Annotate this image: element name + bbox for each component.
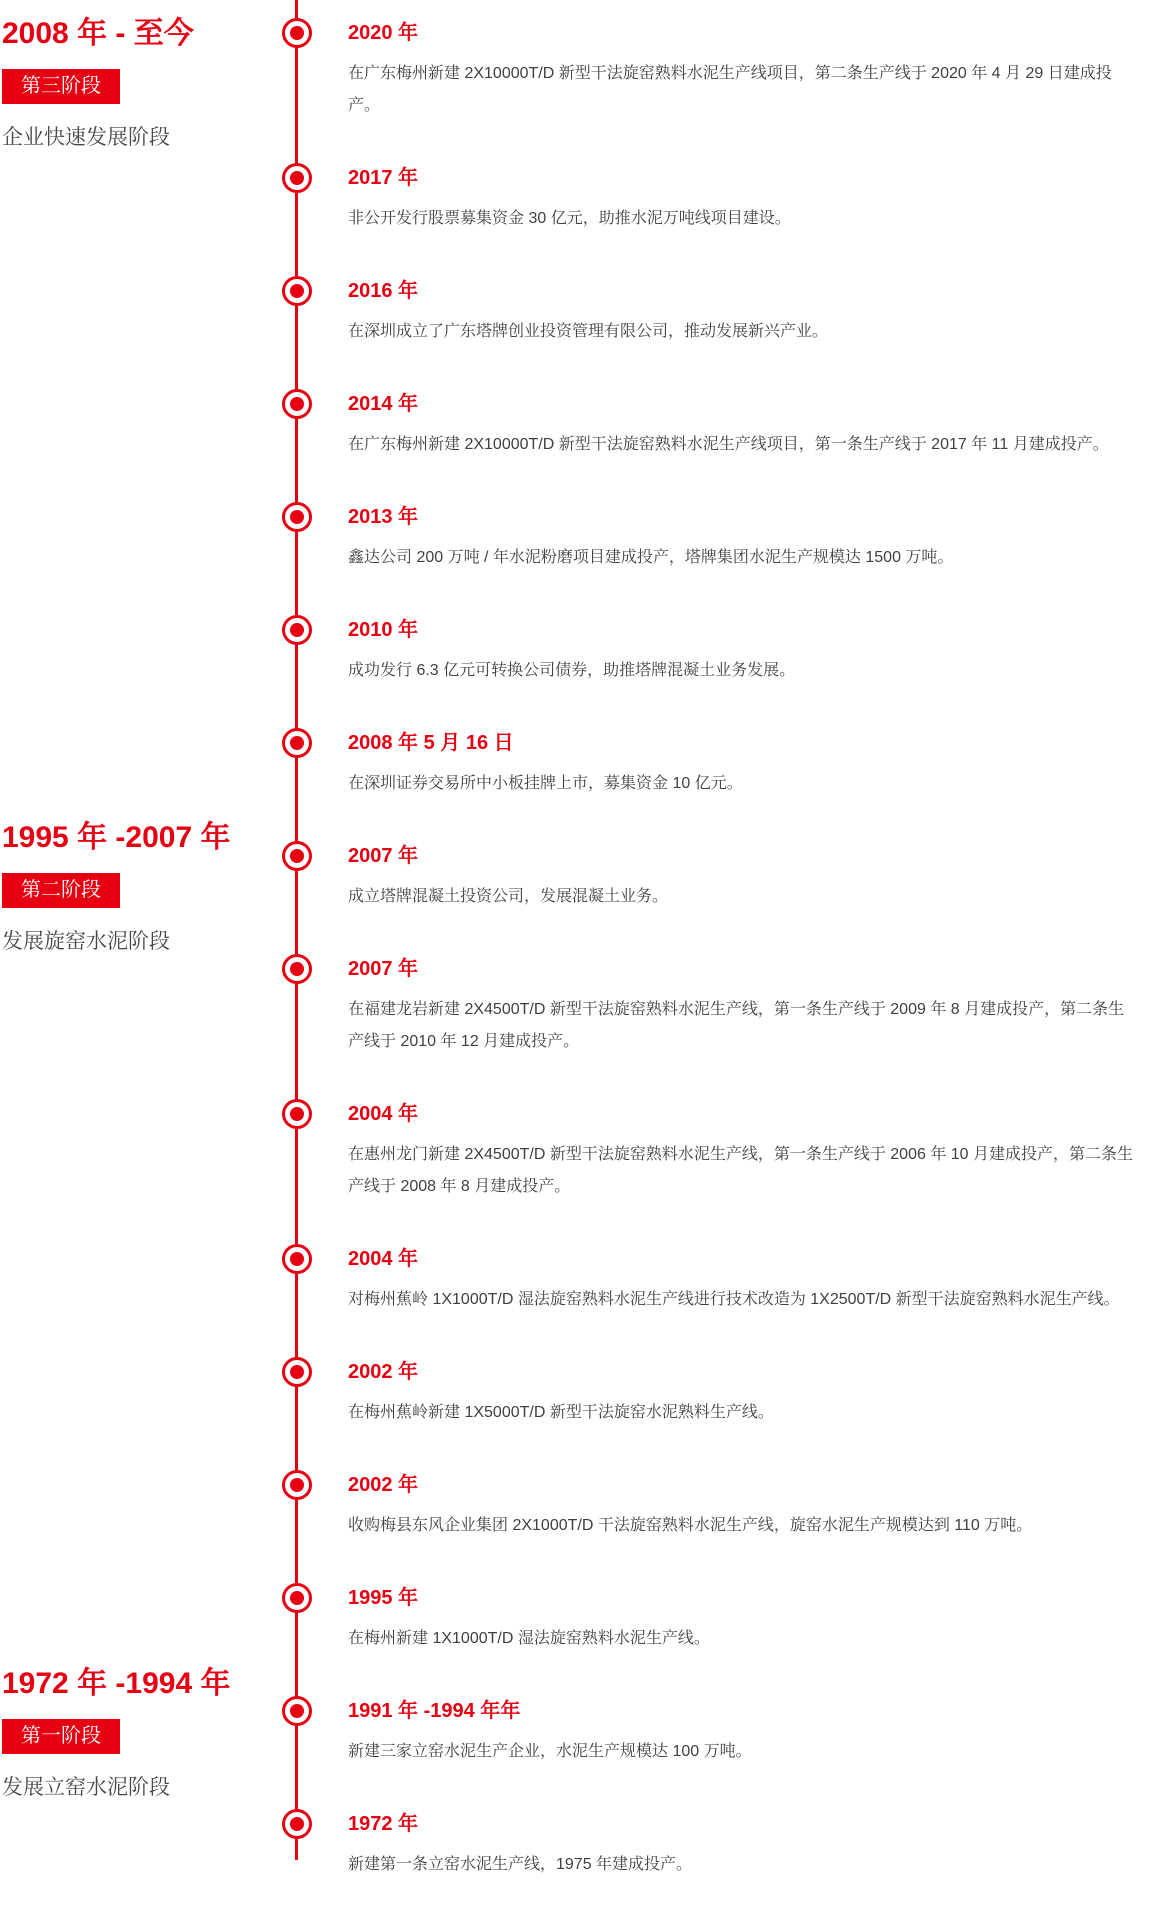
event-description: 在广东梅州新建 2X10000T/D 新型干法旋窑熟料水泥生产线项目，第一条生产线于 2017 年 11 月建成投产。 bbox=[348, 436, 1109, 453]
timeline-dot-core-icon bbox=[290, 1817, 304, 1831]
timeline-dot-icon bbox=[282, 1696, 312, 1726]
event-year: 2007 年 bbox=[348, 845, 419, 867]
event-year: 1972 年 bbox=[348, 1813, 419, 1835]
timeline-dot-icon bbox=[282, 841, 312, 871]
event-description: 新建三家立窑水泥生产企业，水泥生产规模达 100 万吨。 bbox=[348, 1743, 752, 1760]
timeline-dot-icon bbox=[282, 1809, 312, 1839]
timeline-event bbox=[348, 1472, 1138, 1542]
event-description: 成立塔牌混凝土投资公司，发展混凝土业务。 bbox=[348, 888, 669, 905]
timeline-dot-icon bbox=[282, 276, 312, 306]
timeline-event bbox=[348, 278, 1138, 348]
timeline-event bbox=[348, 956, 1138, 1058]
timeline-dot-core-icon bbox=[290, 26, 304, 40]
event-year: 2013 年 bbox=[348, 506, 419, 528]
timeline-dot-icon bbox=[282, 615, 312, 645]
timeline-event bbox=[348, 1698, 1138, 1768]
timeline-dot-icon bbox=[282, 163, 312, 193]
timeline-event bbox=[348, 1811, 1138, 1881]
event-description: 鑫达公司 200 万吨 / 年水泥粉磨项目建成投产，塔牌集团水泥生产规模达 1500 万吨。 bbox=[348, 549, 954, 566]
event-description: 在深圳成立了广东塔牌创业投资管理有限公司，推动发展新兴产业。 bbox=[348, 323, 829, 340]
stage-block-second bbox=[2, 820, 282, 956]
event-year: 2010 年 bbox=[348, 619, 419, 641]
timeline-dot-icon bbox=[282, 18, 312, 48]
stage-block-first bbox=[2, 1666, 282, 1802]
timeline-dot-icon bbox=[282, 1583, 312, 1613]
event-year: 2002 年 bbox=[348, 1361, 419, 1383]
event-description: 成功发行 6.3 亿元可转换公司债券，助推塔牌混凝土业务发展。 bbox=[348, 662, 796, 679]
event-year: 2020 年 bbox=[348, 22, 419, 44]
timeline-event bbox=[348, 1585, 1138, 1655]
event-year: 2008 年 5 月 16 日 bbox=[348, 732, 514, 754]
timeline-dot-core-icon bbox=[290, 1252, 304, 1266]
timeline-dot-icon bbox=[282, 1357, 312, 1387]
event-description: 对梅州蕉岭 1X1000T/D 湿法旋窑熟料水泥生产线进行技术改造为 1X2500T/D 新型干法旋窑熟料水泥生产线。 bbox=[348, 1291, 1120, 1308]
stage-range: 1972 年 -1994 年 bbox=[2, 1667, 231, 1700]
event-description: 在广东梅州新建 2X10000T/D 新型干法旋窑熟料水泥生产线项目，第二条生产线于 2020 年 4 月 29 日建成投产。 bbox=[348, 65, 1112, 114]
timeline-dot-icon bbox=[282, 1244, 312, 1274]
event-description: 在梅州新建 1X1000T/D 湿法旋窑熟料水泥生产线。 bbox=[348, 1630, 710, 1647]
timeline-dot-icon bbox=[282, 728, 312, 758]
timeline-event bbox=[348, 20, 1138, 122]
stage-badge: 第一阶段 bbox=[2, 1719, 120, 1754]
timeline-dot-core-icon bbox=[290, 397, 304, 411]
event-year: 1991 年 -1994 年年 bbox=[348, 1700, 521, 1722]
event-year: 2004 年 bbox=[348, 1103, 419, 1125]
timeline-dot-core-icon bbox=[290, 510, 304, 524]
timeline-dot-core-icon bbox=[290, 1591, 304, 1605]
stage-description: 企业快速发展阶段 bbox=[2, 126, 170, 149]
event-description: 非公开发行股票募集资金 30 亿元，助推水泥万吨线项目建设。 bbox=[348, 210, 791, 227]
timeline-event bbox=[348, 730, 1138, 800]
stage-badge: 第三阶段 bbox=[2, 69, 120, 104]
timeline-dot-core-icon bbox=[290, 849, 304, 863]
event-year: 2007 年 bbox=[348, 958, 419, 980]
timeline-dot-icon bbox=[282, 389, 312, 419]
timeline-event bbox=[348, 504, 1138, 574]
timeline-event bbox=[348, 843, 1138, 913]
timeline-event bbox=[348, 1101, 1138, 1203]
event-description: 在惠州龙门新建 2X4500T/D 新型干法旋窑熟料水泥生产线，第一条生产线于 2006 年 10 月建成投产，第二条生产线于 2008 年 8 月建成投产。 bbox=[348, 1146, 1134, 1195]
event-year: 2017 年 bbox=[348, 167, 419, 189]
timeline-dot-core-icon bbox=[290, 1478, 304, 1492]
event-description: 收购梅县东风企业集团 2X1000T/D 干法旋窑熟料水泥生产线，旋窑水泥生产规模达到 110 万吨。 bbox=[348, 1517, 1033, 1534]
timeline-event bbox=[348, 165, 1138, 235]
stage-range: 2008 年 - 至今 bbox=[2, 17, 194, 50]
timeline-dot-core-icon bbox=[290, 623, 304, 637]
event-description: 在深圳证券交易所中小板挂牌上市，募集资金 10 亿元。 bbox=[348, 775, 743, 792]
timeline-event bbox=[348, 391, 1138, 461]
stage-range: 1995 年 -2007 年 bbox=[2, 821, 231, 854]
event-year: 1995 年 bbox=[348, 1587, 419, 1609]
event-year: 2004 年 bbox=[348, 1248, 419, 1270]
event-description: 在福建龙岩新建 2X4500T/D 新型干法旋窑熟料水泥生产线，第一条生产线于 2009 年 8 月建成投产，第二条生产线于 2010 年 12 月建成投产。 bbox=[348, 1001, 1125, 1050]
timeline-event bbox=[348, 617, 1138, 687]
timeline-dot-icon bbox=[282, 1470, 312, 1500]
event-year: 2014 年 bbox=[348, 393, 419, 415]
timeline-dot-core-icon bbox=[290, 1365, 304, 1379]
timeline-dot-core-icon bbox=[290, 1107, 304, 1121]
stage-badge: 第二阶段 bbox=[2, 873, 120, 908]
event-description: 新建第一条立窑水泥生产线，1975 年建成投产。 bbox=[348, 1856, 693, 1873]
timeline-dot-core-icon bbox=[290, 171, 304, 185]
timeline-dot-core-icon bbox=[290, 736, 304, 750]
timeline-event bbox=[348, 1246, 1138, 1316]
stage-block-third bbox=[2, 16, 282, 152]
timeline-dot-core-icon bbox=[290, 1704, 304, 1718]
stage-description: 发展旋窑水泥阶段 bbox=[2, 930, 170, 953]
timeline-events bbox=[348, 0, 1138, 1924]
timeline-dot-core-icon bbox=[290, 284, 304, 298]
timeline-dot-core-icon bbox=[290, 962, 304, 976]
timeline-dot-icon bbox=[282, 954, 312, 984]
stage-description: 发展立窑水泥阶段 bbox=[2, 1776, 170, 1799]
event-description: 在梅州蕉岭新建 1X5000T/D 新型干法旋窑水泥熟料生产线。 bbox=[348, 1404, 774, 1421]
event-year: 2002 年 bbox=[348, 1474, 419, 1496]
timeline-event bbox=[348, 1359, 1138, 1429]
timeline-dot-icon bbox=[282, 502, 312, 532]
event-year: 2016 年 bbox=[348, 280, 419, 302]
timeline-dot-icon bbox=[282, 1099, 312, 1129]
